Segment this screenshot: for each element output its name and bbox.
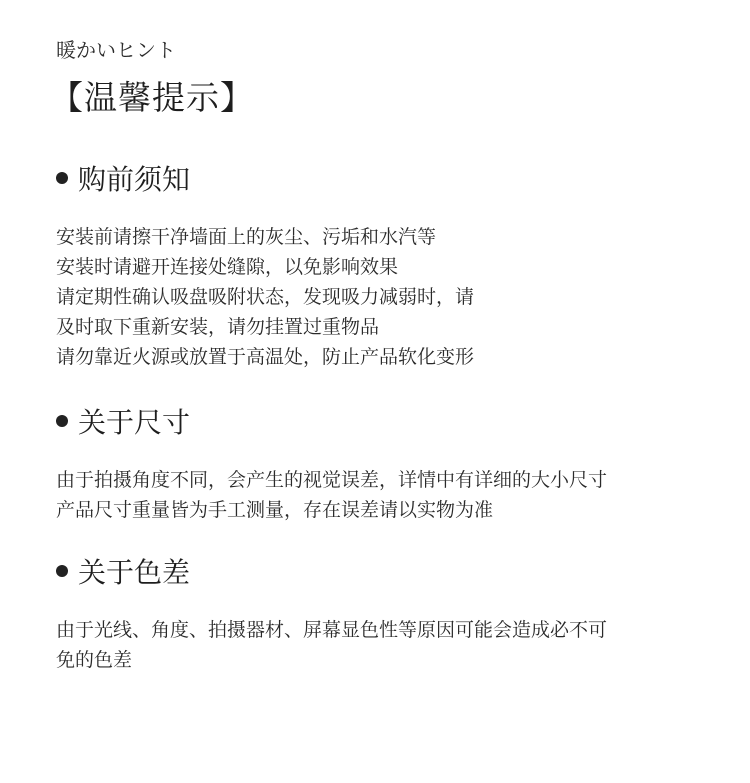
body-line: 及时取下重新安装，请勿挂置过重物品 — [56, 316, 380, 338]
page-title: 【温馨提示】 — [50, 78, 254, 117]
section-heading — [56, 158, 474, 198]
section-body — [56, 465, 607, 525]
body-line: 安装前请擦干净墙面上的灰尘、污垢和水汽等 — [56, 226, 437, 248]
body-line: 由于拍摄角度不同，会产生的视觉误差，详情中有详细的大小尺寸 — [56, 469, 608, 491]
section-purchase-notice — [56, 158, 474, 372]
section-heading-text: 关于尺寸 — [78, 406, 191, 439]
bullet-dot-icon — [56, 565, 68, 577]
body-line: 免的色差 — [56, 649, 133, 671]
page-subtitle: 暖かいヒント — [56, 38, 176, 62]
body-line: 由于光线、角度、拍摄器材、屏幕显色性等原因可能会造成必不可 — [56, 619, 608, 641]
body-line: 请定期性确认吸盘吸附状态，发现吸力减弱时，请 — [56, 286, 475, 308]
section-size — [56, 401, 607, 525]
body-line: 请勿靠近火源或放置于高温处，防止产品软化变形 — [56, 346, 475, 368]
section-body — [56, 222, 474, 372]
body-line: 产品尺寸重量皆为手工测量，存在误差请以实物为准 — [56, 499, 494, 521]
bullet-dot-icon — [56, 415, 68, 427]
section-heading-text: 购前须知 — [78, 163, 191, 196]
bullet-dot-icon — [56, 172, 68, 184]
section-heading-text: 关于色差 — [78, 556, 191, 589]
section-heading — [56, 401, 607, 441]
section-heading — [56, 551, 607, 591]
section-color-difference — [56, 551, 607, 675]
section-body — [56, 615, 607, 675]
body-line: 安装时请避开连接处缝隙，以免影响效果 — [56, 256, 399, 278]
